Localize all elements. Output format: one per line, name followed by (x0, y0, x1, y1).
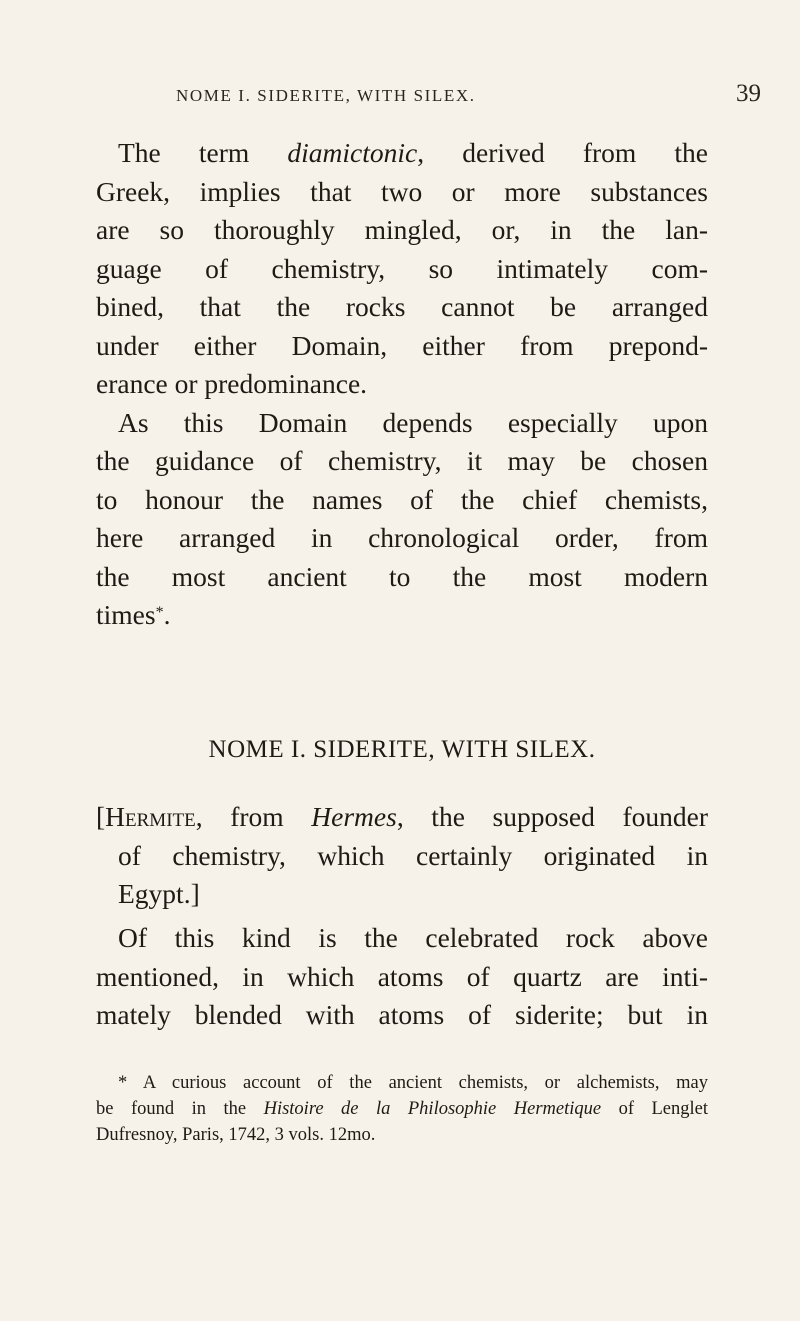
bracket-note (96, 798, 708, 914)
paragraph-2-line-4: here arranged in chronological order, from (96, 522, 708, 553)
paragraph-3-line-3: mately blended with atoms of siderite; but in (96, 999, 708, 1030)
paragraph-2-line-1: As this Domain depends especially upon (118, 406, 708, 438)
italic-title: Histoire de la Philosophie Hermetique (263, 1099, 602, 1119)
text-span: The term (118, 137, 288, 168)
italic-term: diamictonic (287, 137, 418, 168)
text-span: , from (195, 801, 312, 832)
running-head (0, 80, 800, 114)
paragraph-2-line-6 (96, 596, 708, 635)
bracket-note-line-3: Egypt.] (118, 878, 200, 909)
paragraph-1-line-5: bined, that the rocks cannot be arranged (96, 291, 708, 322)
footnote-line-2 (96, 1096, 708, 1122)
text-span: of Lenglet (601, 1099, 708, 1119)
paragraph-2-line-3: to honour the names of the chief chemists, (96, 483, 708, 515)
bracket-note-line-1 (96, 798, 708, 837)
text-span: [ (96, 801, 106, 832)
body-text (96, 134, 708, 635)
paragraph-2-line-2: the guidance of chemistry, it may be chosen (96, 445, 708, 476)
footnote-line-3: Dufresnoy, Paris, 1742, 3 vols. 12mo. (96, 1125, 376, 1145)
running-title: NOME I. SIDERITE, WITH SILEX. (176, 86, 476, 105)
paragraph-3-line-1: Of this kind is the celebrated rock above (118, 922, 708, 953)
text-span: , the supposed founder (396, 801, 708, 832)
text-span: times (96, 599, 156, 630)
text-span: . (163, 599, 171, 630)
small-caps-name: Hermite (105, 801, 196, 832)
text-span: be found in the (96, 1099, 264, 1119)
paragraph-1-line-4: guage of chemistry, so intimately com- (96, 252, 708, 284)
footnote-line-1: * A curious account of the ancient chemists, or alchemists, may (118, 1073, 708, 1093)
paragraph-1-line-6: under either Domain, either from prepond- (96, 329, 708, 361)
paragraph-1-line-1 (96, 134, 708, 173)
italic-term: Hermes (311, 801, 397, 832)
paragraph-1-line-7: erance or predominance. (96, 368, 368, 399)
footnote (96, 1070, 708, 1148)
text-span: , derived from the (417, 137, 709, 168)
bracket-note-line-2: of chemistry, which certainly originated in (118, 839, 708, 871)
paragraph-1-line-3: are so thoroughly mingled, or, in the lan- (96, 214, 708, 245)
footnote-marker: * (155, 604, 164, 621)
section-heading: NOME I. SIDERITE, WITH SILEX. (208, 736, 596, 763)
paragraph-1-line-2: Greek, implies that two or more substances (96, 175, 708, 207)
paragraph-3-line-2: mentioned, in which atoms of quartz are inti- (96, 960, 708, 992)
paragraph-2-line-5: the most ancient to the most modern (96, 560, 708, 592)
paragraph-3 (96, 919, 708, 1035)
page-number: 39 (736, 80, 761, 107)
